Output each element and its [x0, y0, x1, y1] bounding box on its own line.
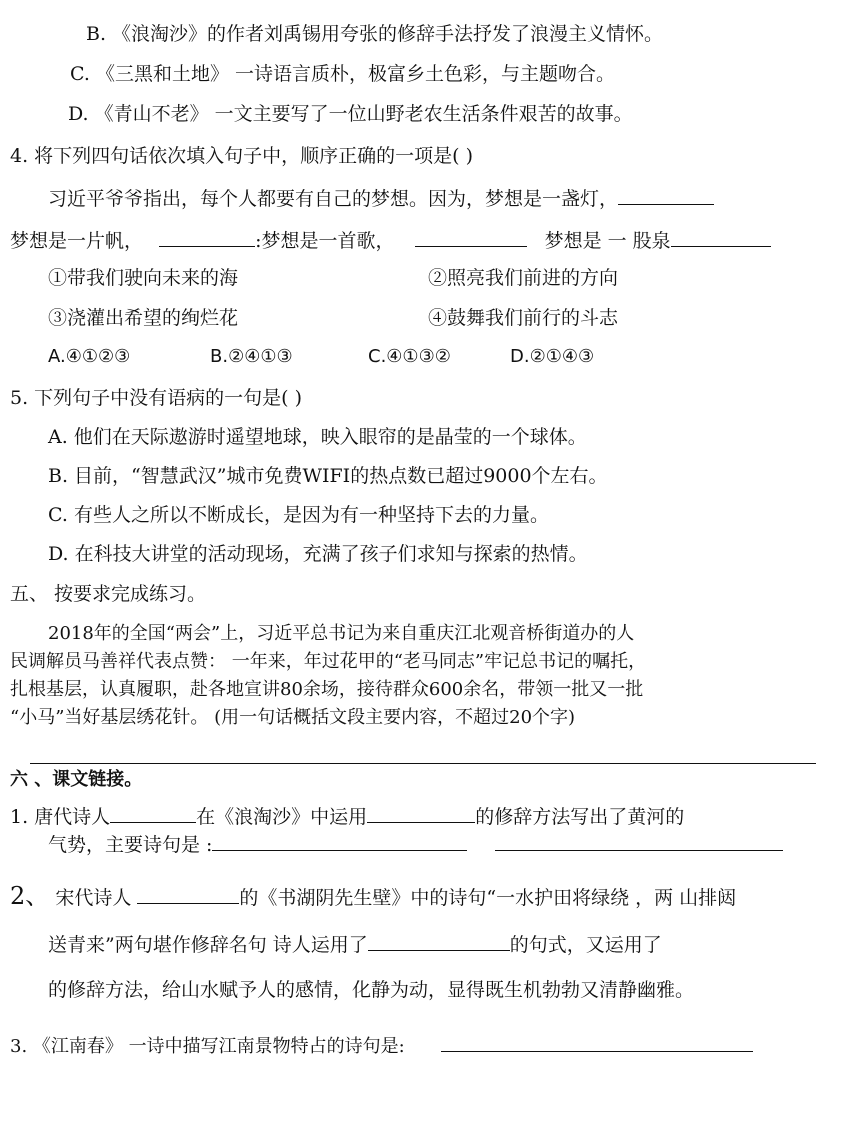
s6-q2-text-b: 的《书湖阴先生壁》中的诗句“一水护田将绿绕 ，两 山排闼: [239, 887, 737, 909]
s6-q2-text-a: 宋代诗人: [55, 887, 132, 909]
s6-q2-text-c: 送青来”两句堪作修辞名句 诗人运用了: [48, 934, 368, 956]
q4-blank-4[interactable]: [671, 228, 771, 247]
q4-stem: 4. 将下列四句话依次填入句子中，顺序正确的一项是( ): [10, 145, 474, 167]
q3-option-d: D. 《青山不老》 一文主要写了一位山野老农生活条件艰苦的故事。: [68, 103, 633, 125]
s6-q2-line2: [48, 932, 662, 957]
s6-q1-blank-verse-2[interactable]: [495, 832, 783, 851]
s6-q2-blank-form[interactable]: [368, 932, 510, 951]
s6-q1-blank-device[interactable]: [367, 804, 475, 823]
q5-option-a: A. 他们在天际遨游时遥望地球，映入眼帘的是晶莹的一个球体。: [48, 426, 587, 448]
section5-para-line3: 扎根基层，认真履职，赴各地宣讲80余场，接待群众600余名，带领一批又一批: [10, 679, 644, 700]
s6-q1-text-a: 1. 唐代诗人: [10, 806, 111, 828]
q5-option-b: B. 目前，“智慧武汉”城市免费WIFI的热点数已超过9000个左右。: [48, 465, 608, 487]
s6-q2-text-d: 的句式，又运用了: [509, 934, 662, 956]
q4-option-c: C.④①③②: [368, 346, 451, 367]
q3-option-c: C. 《三黑和土地》 一诗语言质朴，极富乡土色彩，与主题吻合。: [70, 63, 615, 85]
section5-heading: 五、 按要求完成练习。: [10, 583, 207, 605]
s6-q1-blank-verse-1[interactable]: [212, 832, 467, 851]
q4-option-a: A.④①②③: [48, 346, 131, 367]
q5-option-d: D. 在科技大讲堂的活动现场，充满了孩子们求知与探索的热情。: [48, 543, 588, 565]
s6-q2-blank-poet[interactable]: [137, 885, 239, 904]
s6-q1-line1: [10, 804, 684, 829]
s6-q2-line1: [10, 884, 736, 910]
s6-q1-line2: [48, 832, 783, 857]
s6-q1-blank-poet[interactable]: [110, 804, 196, 823]
q3-option-b: B. 《浪淘沙》的作者刘禹锡用夸张的修辞手法抒发了浪漫主义情怀。: [86, 23, 664, 45]
q4-text1: 习近平爷爷指出，每个人都要有自己的梦想。因为，梦想是一盏灯，: [48, 188, 619, 210]
q4-option-b: B.②④①③: [210, 346, 293, 367]
q4-blank-2[interactable]: [159, 228, 255, 247]
s6-q1-text-c: 的修辞方法写出了黄河的: [475, 806, 685, 828]
s6-q3-blank[interactable]: [441, 1033, 753, 1052]
s6-q2-line3: 的修辞方法，给山水赋予人的感情，化静为动，显得既生机勃勃又清静幽雅。: [48, 979, 695, 1001]
q4-sentence-3: ③浇灌出希望的绚烂花: [48, 307, 239, 329]
q4-option-d: D.②①④③: [510, 346, 595, 367]
s6-q1-text-b: 在《浪淘沙》中运用: [196, 806, 368, 828]
s6-q3-text: 3. 《江南春》 一诗中描写江南景物特占的诗句是:: [10, 1036, 405, 1057]
section5-answer-line[interactable]: [30, 763, 816, 764]
q4-text2a: 梦想是一片帆，: [10, 230, 144, 252]
q4-sentence-4: ④鼓舞我们前行的斗志: [428, 307, 619, 329]
q4-blank-3[interactable]: [415, 228, 527, 247]
q5-option-c: C. 有些人之所以不断成长，是因为有一种坚持下去的力量。: [48, 504, 549, 526]
section5-para-line4: “小马”当好基层绣花针。 (用一句话概括文段主要内容，不超过20个字): [10, 707, 576, 728]
q4-text-line1: [48, 186, 714, 211]
s6-q2-number: 2、: [10, 882, 50, 910]
q4-sentence-1: ①带我们驶向未来的海: [48, 267, 239, 289]
s6-q1-text-d: 气势，主要诗句是 :: [48, 834, 213, 856]
s6-q3-line: [10, 1033, 753, 1059]
section6-heading: 六 、课文链接。: [10, 769, 143, 790]
section5-para-line2: 民调解员马善祥代表点赞： 一年来，年过花甲的“老马同志”牢记总书记的嘱托，: [10, 651, 647, 672]
q4-text2b: :梦想是一首歌，: [255, 230, 395, 252]
section5-para-line1: 2018年的全国“两会”上，习近平总书记为来自重庆江北观音桥街道办的人: [48, 623, 635, 644]
q4-sentence-2: ②照亮我们前进的方向: [428, 267, 619, 289]
q4-blank-1[interactable]: [618, 186, 714, 205]
q4-text2c: 梦想是 一 股泉: [544, 230, 671, 252]
q4-text-line2: [10, 228, 771, 253]
q5-stem: 5. 下列句子中没有语病的一句是( ): [10, 387, 303, 409]
